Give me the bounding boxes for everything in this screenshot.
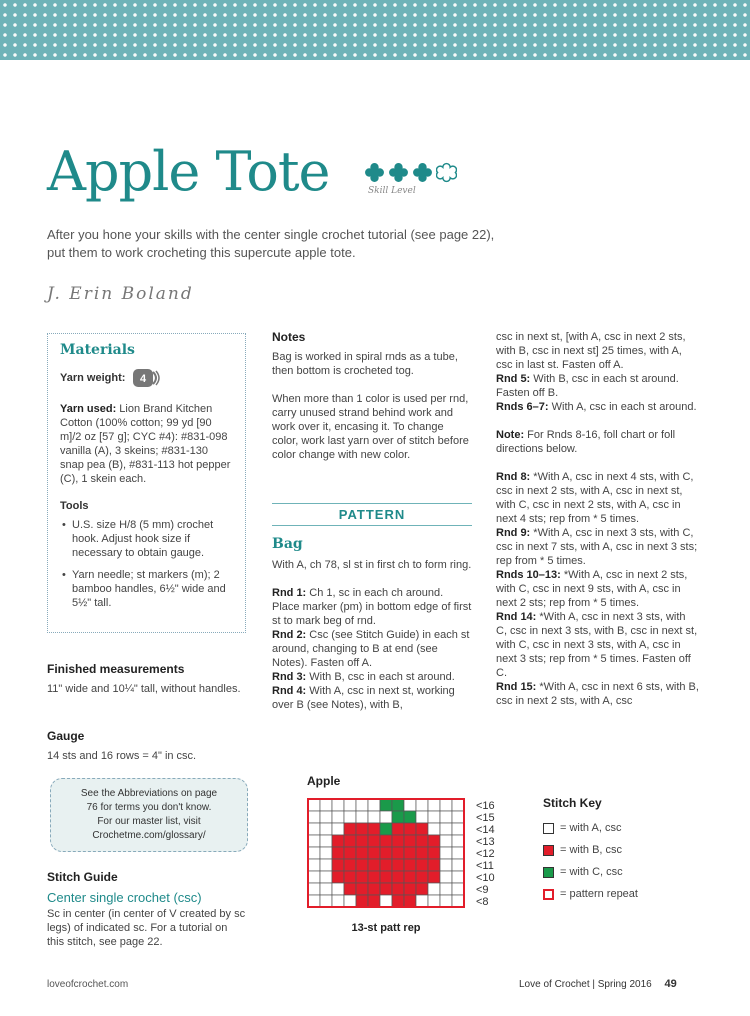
round-item (496, 610, 699, 680)
chart-cell (356, 835, 368, 847)
chart-cell (332, 883, 344, 895)
key-label: = pattern repeat (560, 888, 638, 900)
key-swatch (543, 867, 554, 878)
stitch-guide (47, 870, 247, 949)
chart-row-label: <11 (476, 860, 494, 872)
chart-cell (452, 799, 464, 811)
gauge-title: Gauge (47, 729, 85, 743)
chart-cell (356, 823, 368, 835)
chart-row-label: <16 (476, 800, 495, 812)
finished-title: Finished measurements (47, 662, 185, 676)
notes-title: Notes (272, 330, 306, 344)
chart-cell (320, 835, 332, 847)
skill-level (364, 162, 464, 196)
round-label: Rnd 2: (272, 629, 307, 641)
dotted-banner (0, 0, 750, 60)
key-label: = with C, csc (560, 866, 623, 878)
stitch-guide-text: Sc in center (in center of V created by sc legs) of indicated sc. For a tutorial on this stitch, see page 22. (47, 908, 246, 948)
round-text: *With A, csc in next 6 sts, with B, csc in next 2 sts, with A, csc (496, 681, 699, 707)
chart-cell (380, 895, 392, 907)
chart-cell (320, 895, 332, 907)
chart-cell (404, 835, 416, 847)
chart-cell (416, 871, 428, 883)
round-label: Rnds 10–13: (496, 569, 561, 581)
chart-cell (332, 871, 344, 883)
key-swatch (543, 845, 554, 856)
chart-cell (428, 859, 440, 871)
chart-cell (392, 847, 404, 859)
chart-cell (392, 859, 404, 871)
chart-cell (308, 799, 320, 811)
chart-cell (344, 859, 356, 871)
round-text: With B, csc in each st around. (306, 671, 455, 683)
chart-cell (380, 835, 392, 847)
page-number: 49 (664, 978, 677, 990)
chart-cell (320, 847, 332, 859)
stitch-key-title: Stitch Key (543, 796, 602, 810)
key-label: = with B, csc (560, 844, 623, 856)
chart-cell (440, 835, 452, 847)
chart-cell (428, 895, 440, 907)
chart-cell (428, 823, 440, 835)
round-text: With A, csc in next st, working over B (see Notes), with B, (272, 685, 455, 711)
yarn-weight (60, 368, 233, 388)
yarn-weight-label: Yarn weight: (60, 372, 126, 384)
chart-cell (452, 847, 464, 859)
chart-cell (356, 871, 368, 883)
chart-cell (320, 811, 332, 823)
chart-title: Apple (307, 774, 341, 788)
abbrev-line-3: For our master list, visit (97, 816, 201, 827)
round-item (272, 586, 472, 628)
chart-cell (392, 895, 404, 907)
chart-cell (404, 883, 416, 895)
chart-cell (332, 835, 344, 847)
chart-cell (332, 847, 344, 859)
chart-cell (344, 811, 356, 823)
chart-cell (428, 883, 440, 895)
yarn-weight-icon (131, 368, 161, 388)
chart-cell (356, 859, 368, 871)
key-swatch (543, 823, 554, 834)
gauge-text: 14 sts and 16 rows = 4" in csc. (47, 750, 197, 762)
footer-issue (519, 978, 677, 990)
key-item (543, 844, 638, 856)
chart-cell (416, 811, 428, 823)
chart-cell (392, 871, 404, 883)
chart-cell (416, 883, 428, 895)
chart-cell (344, 835, 356, 847)
chart-cell (332, 811, 344, 823)
chart-cell (380, 799, 392, 811)
apple-chart (307, 772, 507, 942)
round-text: With B, csc in each st around. Fasten off B. (496, 373, 679, 399)
chart-cell (440, 859, 452, 871)
chart-cell (404, 859, 416, 871)
chart-cell (308, 859, 320, 871)
chart-cell (356, 811, 368, 823)
chart-cell (452, 835, 464, 847)
chart-cell (404, 895, 416, 907)
stitch-guide-subtitle: Center single crochet (csc) (47, 890, 202, 905)
footer-issue-text: | Spring 2016 (592, 979, 652, 990)
round-label: Rnd 4: (272, 685, 307, 697)
chart-cell (380, 871, 392, 883)
note-text: For Rnds 8-16, foll chart or foll directions below. (496, 429, 676, 455)
round-text: Csc (see Stitch Guide) in each st around, changing to B at end (see Notes). Fasten off A. (272, 629, 470, 669)
yarn-used (60, 402, 233, 486)
round-label: Rnd 1: (272, 587, 307, 599)
round-item (272, 670, 472, 684)
chart-cell (344, 799, 356, 811)
bag-title: Bag (272, 536, 303, 552)
author-signature: J. Erin Boland (47, 284, 194, 304)
chart-cell (404, 811, 416, 823)
round-text: With A, csc in each st around. (548, 401, 697, 413)
chart-cell (320, 883, 332, 895)
chart-cell (308, 847, 320, 859)
round-label: Rnd 5: (496, 373, 531, 385)
chart-cell (368, 883, 380, 895)
chart-cell (368, 895, 380, 907)
round-text: *With A, csc in next 3 sts, with C, csc in next 3 sts, with B, csc in next st, with C, csc in next 3 sts, with A, csc in next 3 sts; rep from * 5 times. Fasten off C. (496, 611, 698, 679)
chart-cell (452, 871, 464, 883)
abbrev-link[interactable]: Crochetme.com/glossary/ (92, 830, 206, 841)
tool-item: • U.S. size H/8 (5 mm) crochet hook. Adjust hook size if necessary to obtain gauge. (60, 518, 233, 560)
intro-text (47, 226, 607, 262)
chart-cell (344, 883, 356, 895)
chart-cell (320, 799, 332, 811)
chart-cell (428, 835, 440, 847)
chart-cell (308, 883, 320, 895)
footer-site[interactable]: loveofcrochet.com (47, 979, 129, 990)
stitch-guide-title: Stitch Guide (47, 870, 118, 884)
chart-cell (452, 859, 464, 871)
notes-section (272, 330, 472, 462)
chart-cell (440, 811, 452, 823)
notes-p2: When more than 1 color is used per rnd, carry unused strand behind work and work over it, encasing it. To change color, work last yarn over of stitch before color change with new color. (272, 393, 469, 461)
chart-cell (416, 847, 428, 859)
chart-row-label: <10 (476, 872, 495, 884)
key-label: = with A, csc (560, 822, 622, 834)
chart-cell (368, 847, 380, 859)
stitch-key (543, 796, 638, 910)
chart-cell (452, 883, 464, 895)
chart-row-label: <13 (476, 836, 495, 848)
materials-box (47, 333, 246, 633)
chart-cell (404, 847, 416, 859)
chart-cell (320, 823, 332, 835)
chart-cell (452, 823, 464, 835)
round-item (496, 372, 699, 400)
chart-cell (368, 871, 380, 883)
round-text: *With A, csc in next 3 sts, with C, csc in next 7 sts, with A, csc in next 3 sts; rep from * 5 times. (496, 527, 698, 567)
round-label: Rnd 9: (496, 527, 531, 539)
yarn-used-label: Yarn used: (60, 403, 117, 415)
finished-measurements (47, 662, 247, 696)
chart-cell (428, 799, 440, 811)
key-swatch (543, 889, 554, 900)
gauge-section (47, 729, 247, 763)
chart-cell (392, 823, 404, 835)
flower-outline-icon (436, 162, 457, 183)
chart-row-label: <15 (476, 812, 495, 824)
chart-cell (320, 871, 332, 883)
round-item (496, 526, 699, 568)
chart-cell (440, 847, 452, 859)
finished-text: 11" wide and 10¼" tall, without handles. (47, 683, 241, 695)
round-item (496, 400, 699, 414)
round-item (496, 568, 699, 610)
tools-title: Tools (60, 500, 89, 512)
round-item (272, 684, 472, 712)
materials-title: Materials (60, 342, 135, 358)
yarn-used-text: Lion Brand Kitchen Cotton (100% cotton; 99 yd [90 m]/2 oz [57 g]; CYC #4): #831-098 vanilla (A), 3 skeins; #831-130 snap pea (B), #831-113 hot pepper (C), 1 skein each. (60, 403, 231, 485)
key-item (543, 822, 638, 834)
chart-cell (404, 823, 416, 835)
key-item (543, 888, 638, 900)
notes-p1: Bag is worked in spiral rnds as a tube, then bottom is crocheted tog. (272, 351, 458, 377)
chart-cell (356, 799, 368, 811)
chart-cell (332, 859, 344, 871)
round-label: Rnd 15: (496, 681, 537, 693)
footer-magazine: Love of Crochet (519, 979, 590, 990)
chart-cell (308, 895, 320, 907)
key-item (543, 866, 638, 878)
chart-cell (416, 895, 428, 907)
flower-filled-icon (364, 162, 385, 183)
chart-note (496, 428, 699, 456)
round-item (272, 628, 472, 670)
chart-cell (308, 871, 320, 883)
yarn-weight-number: 4 (140, 373, 147, 385)
chart-cell (416, 823, 428, 835)
round-label: Rnds 6–7: (496, 401, 549, 413)
abbrev-line-2: 76 for terms you don't know. (86, 802, 212, 813)
round-item (496, 470, 699, 526)
chart-cell (404, 871, 416, 883)
chart-cell (344, 895, 356, 907)
chart-cell (380, 847, 392, 859)
chart-cell (440, 883, 452, 895)
chart-cell (440, 895, 452, 907)
chart-cell (452, 811, 464, 823)
chart-cell (380, 811, 392, 823)
chart-cell (380, 883, 392, 895)
round-item (496, 680, 699, 708)
chart-cell (404, 799, 416, 811)
chart-cell (356, 883, 368, 895)
flower-filled-icon (388, 162, 409, 183)
chart-cell (440, 823, 452, 835)
chart-cell (380, 859, 392, 871)
chart-cell (356, 847, 368, 859)
round-continuation: csc in next st, [with A, csc in next 2 sts, with B, csc in next st] 25 times, with A, csc in last st. Fasten off A. (496, 331, 686, 371)
chart-cell (356, 895, 368, 907)
rounds-continued (496, 330, 699, 708)
apple-chart-svg (307, 772, 507, 937)
chart-row-label: <8 (476, 896, 489, 908)
chart-cell (392, 799, 404, 811)
chart-cell (392, 811, 404, 823)
chart-cell (308, 835, 320, 847)
chart-cell (368, 823, 380, 835)
chart-cell (308, 811, 320, 823)
chart-cell (344, 823, 356, 835)
chart-cell (320, 859, 332, 871)
flower-filled-icon (412, 162, 433, 183)
pattern-section (272, 503, 472, 712)
chart-cell (416, 835, 428, 847)
abbrev-line-1: See the Abbreviations on page (80, 788, 218, 799)
chart-cell (380, 823, 392, 835)
chart-cell (428, 871, 440, 883)
chart-cell (428, 811, 440, 823)
chart-cell (392, 883, 404, 895)
round-text: *With A, csc in next 2 sts, with C, csc in next 9 sts, with A, csc in next 2 sts; rep from * 5 times. (496, 569, 688, 609)
chart-cell (308, 823, 320, 835)
intro-line-1: After you hone your skills with the center single crochet tutorial (see page 22), (47, 227, 495, 242)
chart-cell (368, 811, 380, 823)
round-text: *With A, csc in next 4 sts, with C, csc in next 2 sts, with A, csc in next st, with C, csc in next 2 sts, with A, csc in next 4 sts; rep from * 5 times. (496, 471, 694, 525)
chart-cell (440, 871, 452, 883)
page-title: Apple Tote (47, 140, 330, 203)
round-label: Rnd 3: (272, 671, 307, 683)
round-label: Rnd 14: (496, 611, 537, 623)
chart-cell (416, 799, 428, 811)
chart-cell (428, 847, 440, 859)
intro-line-2: put them to work crocheting this supercute apple tote. (47, 245, 356, 260)
chart-row-label: <12 (476, 848, 495, 860)
chart-cell (452, 895, 464, 907)
chart-cell (368, 799, 380, 811)
chart-row-label: <14 (476, 824, 495, 836)
chart-cell (368, 835, 380, 847)
note-label: Note: (496, 429, 525, 441)
tools-list (60, 518, 233, 610)
pattern-heading: PATTERN (272, 503, 472, 526)
round-label: Rnd 8: (496, 471, 531, 483)
chart-caption: 13-st patt rep (351, 922, 421, 934)
skill-level-label: Skill Level (368, 186, 416, 196)
bag-start: With A, ch 78, sl st in first ch to form ring. (272, 559, 472, 571)
abbreviations-callout (50, 778, 248, 852)
chart-cell (392, 835, 404, 847)
chart-cell (332, 895, 344, 907)
chart-cell (332, 823, 344, 835)
round-text: Ch 1, sc in each ch around. Place marker (pm) in bottom edge of first st to mark beg of rnd. (272, 587, 472, 627)
chart-cell (368, 859, 380, 871)
chart-row-label: <9 (476, 884, 489, 896)
chart-cell (440, 799, 452, 811)
chart-cell (416, 859, 428, 871)
tool-item: • Yarn needle; st markers (m); 2 bamboo handles, 6½" wide and 5½" tall. (60, 568, 233, 610)
chart-cell (344, 871, 356, 883)
chart-cell (332, 799, 344, 811)
chart-cell (344, 847, 356, 859)
